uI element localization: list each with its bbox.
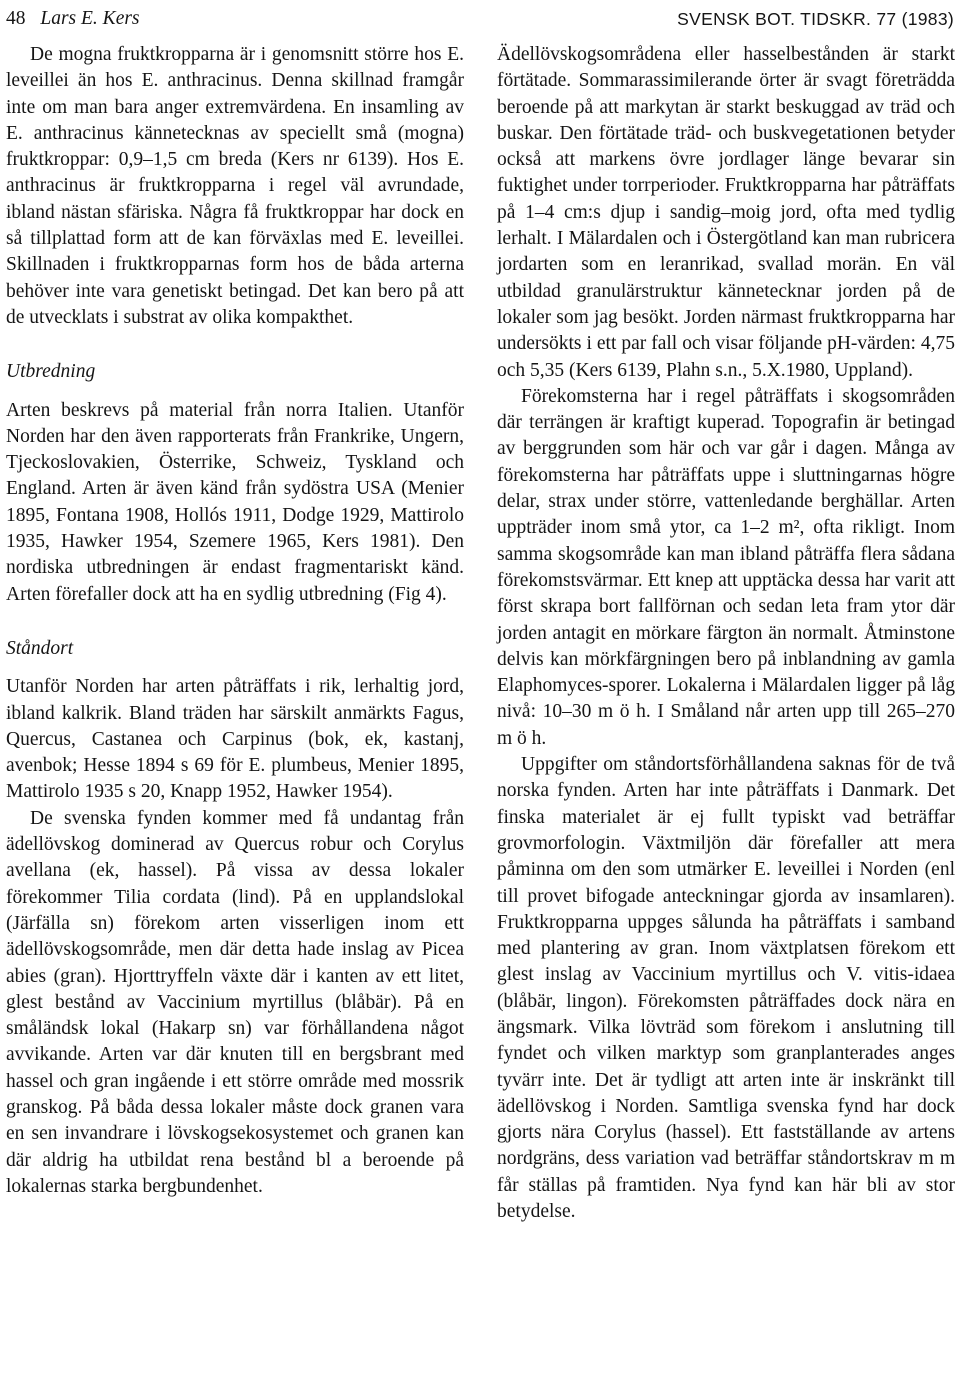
running-head — [6, 6, 954, 32]
intro-paragraph: De mogna fruktkropparna är i genomsnitt större hos E. leveillei än hos E. anthracinus. Denna skillnad framgår inte om man bara anger extremvärdena. En insamling av E. anthracinus kännetecknas av speciellt små (mogna) fruktkroppar: 0,9–1,5 cm breda (Kers nr 6139). Hos E. anthracinus är fruktkropparna i regel väl avrundade, ibland nästan sfäriska. Några få fruktkroppar har dock en så tillplattad form att de kan förväxlas med E. leveillei. Skillnaden i fruktkropparnas form hos de båda arterna behöver inte vara genetiskt betingad. Det kan bero på att de utvecklats i substrat av olika kompakthet. — [6, 44, 464, 328]
utbredning-paragraph: Arten beskrevs på material från norra Italien. Utanför Norden har den även rapporterats från Frankrike, Ungern, Tjeckoslovakien, Österrike, Schweiz, Tyskland och England. Arten är även känd från sydöstra USA (Menier 1895, Fontana 1908, Hollós 1911, Dodge 1929, Mattirolo 1935, Hawker 1954, Szemere 1965, Kers 1981). Den nordiska utbredningen är endast fragmentariskt känd. Arten förefaller dock att ha en sydlig utbredning (Fig 4). — [6, 399, 464, 605]
section-heading-standort: Ståndort — [6, 637, 74, 659]
right-paragraph-2: Förekomsterna har i regel påträffats i skogsområden där terrängen är kraftigt kuperad. Topografin är betingad av berggrunden som här och var går i dagen. Många av förekomsterna har påträffats uppe i sluttningarnas högre delar, strax under större, vattenledande berghällar. Arten uppträder inom små ytor, ca 1–2 m², ofta rikligt. Inom samma skogsområde kan man ibland påträffa flera sådana förekomstsvärmar. Ett knep att upptäcka dessa har varit att först skrapa bort fallförnan och sedan leta fram ytor där jorden antagit en mörkare färgton än normalt. Åtminstone delvis kan mörkfärgningen bero på inblandning av gamla Elaphomyces-sporer. Lokalerna i Mälardalen ligger på låg nivå: 10–30 m ö h. I Småland når arten upp till 265–270 m ö h. — [497, 385, 955, 749]
right-paragraph-3: Uppgifter om ståndortsförhållandena saknas för de två norska fynden. Arten har inte påträffats i Danmark. Det finska materialet är ej fullt typiskt vad beträffar grovmorfologin. Växtmiljön där förefaller att mera påminna om den som utmärker E. leveillei i Norden (enl till provet bifogade anteckningar gjorda av insamlaren). Fruktkropparna uppges sålunda ha påträffats i samband med plantering av gran. Inom växtplatsen förekom ett glest inslag av Vaccinium myrtillus och V. vitis-idaea (blåbär, lingon). Förekomsten påträffades dock nära en ängsmark. Vilka lövträd som förekom i anslutning till fyndet och vilken marktyp som granplanterades anges tyvärr inte. Det är tydligt att arten inte är inskränkt till ädellövskog i Norden. Samtliga svenska fynd har dock gjorts nära Corylus (hassel). Ett fastställande av artens nordgräns, dess variation vad beträffar ståndortskrav m m får ställas på framtiden. Nya fynd kan här bli av stor betydelse. — [497, 754, 955, 1223]
right-paragraph-1: Ädellövskogsområdena eller hasselbestånden är starkt förtätade. Sommarassimilerande örter är svagt företrädda beroende på att markytan är starkt beskuggad av träd och buskar. Den förtätade träd- och buskvegetationen betyder också att markens övre jordlager länge bevarar sin fuktighet under torrperioder. Fruktkropparna har påträffats på 1–4 cm:s djup i sandig–moig jord, ofta med tydlig lerhalt. I Mälardalen och i Östergötland kan man rubricera jordarten som en leranrikad, svallad morän. En väl utbildad granulärstruktur kännetecknar jorden på de lokaler som jag besökt. Jorden närmast fruktkropparna har undersökts i ett par fall och visar följande pH-värden: 4,75 och 5,35 (Kers 6139, Plahn s.n., 5.X.1980, Uppland). — [497, 44, 955, 381]
author-name: Lars E. Kers — [40, 8, 140, 29]
section-heading-utbredning: Utbredning — [6, 361, 96, 383]
left-column — [6, 42, 464, 1200]
page-number: 48 — [6, 8, 26, 29]
journal-citation: SVENSK BOT. TIDSKR. 77 (1983) — [677, 9, 954, 29]
standort-paragraph-1: Utanför Norden har arten påträffats i rik, lerhaltig jord, ibland kalkrik. Bland träden har särskilt anmärkts Fagus, Quercus, Castanea och Carpinus (bok, ek, kastanj, avenbok; Hesse 1894 s 69 för E. plumbeus, Menier 1895, Mattirolo 1935 s 20, Knapp 1952, Hawker 1954). — [6, 676, 464, 803]
standort-paragraph-2: De svenska fynden kommer med få undantag från ädellövskog dominerad av Quercus robur och Corylus avellana (ek, hassel). På vissa av dessa lokaler förekommer Tilia cordata (lind). På en upplandslokal (Järfälla sn) förekom arten visserligen inom ett ädellövskogsområde, men där detta hade inslag av Picea abies (gran). Hjorttryffeln växte där i kanten av ett litet, glest bestånd av Vaccinium myrtillus (blåbär). På en småländsk lokal (Hakarp sn) var förhållandena något avvikande. Arten var där knuten till en bergsbrant med hassel och gran ingående i ett större område med mossrik granskog. På båda dessa lokaler måste dock granen vara en sen invandrare i lövskogsekosystemet och granen kan där aldrig ha utbildat rena bestånd bl a beroende på lokalernas starka bergbundenhet. — [6, 807, 464, 1197]
running-head-left — [6, 6, 140, 32]
right-column — [497, 42, 955, 1225]
